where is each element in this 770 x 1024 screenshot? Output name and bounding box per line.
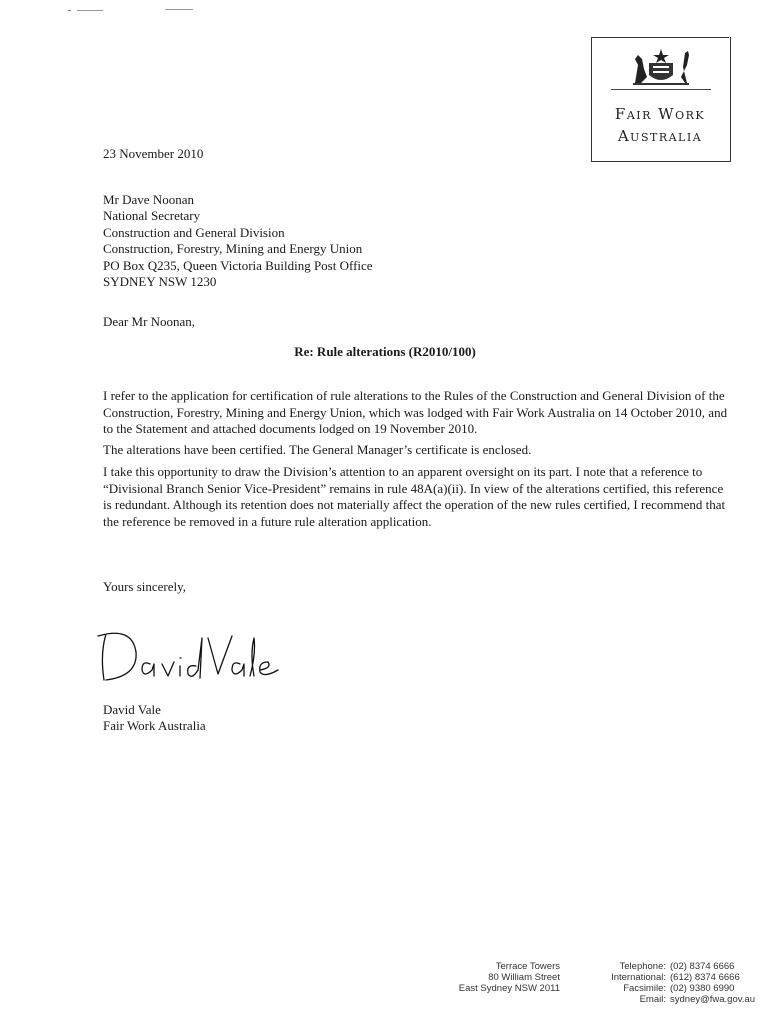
footer-label: Facsimile: [623, 983, 666, 994]
footer-contact-labels [568, 961, 666, 1005]
scan-speck [165, 9, 193, 10]
footer-contact-values [670, 961, 755, 1005]
footer-international: (612) 8374 6666 [670, 972, 740, 983]
org-name-line-2: Australia [617, 127, 703, 145]
handwritten-signature [92, 624, 292, 688]
address-line: Construction, Forestry, Mining and Energy Union [103, 241, 363, 257]
footer-address-line: East Sydney NSW 2011 [458, 983, 560, 994]
footer-address-line: 80 William Street [488, 972, 560, 983]
footer-label: International: [611, 972, 666, 983]
recipient-address [103, 192, 373, 290]
footer-facsimile: (02) 9380 6990 [670, 983, 735, 994]
letterhead-logo-box [591, 37, 729, 161]
body-paragraph-2: The alterations have been certified. The General Manager’s certificate is enclosed. [103, 442, 532, 457]
signatory-org: Fair Work Australia [103, 718, 206, 733]
scan-speck [77, 10, 103, 11]
coat-of-arms-emblem [629, 43, 693, 87]
org-name-line-1: Fair Work [614, 105, 706, 123]
closing: Yours sincerely, [103, 579, 187, 594]
address-line: Construction and General Division [103, 224, 285, 240]
address-line: National Secretary [103, 208, 201, 224]
subject-line: Re: Rule alterations (R2010/100) [294, 344, 476, 359]
footer-label: Email: [639, 994, 666, 1005]
footer-email-link[interactable]: sydney@fwa.gov.au [670, 994, 755, 1005]
body-paragraph-1: I refer to the application for certification of rule alterations to the Rules of the Construction and General Division of the Construction, Forestry, Mining and Energy Union, which was lodged with Fair Work Australia on 14 October 2010, and to the Statement and attached documents lodged on 19 November 2010. [103, 388, 728, 436]
signatory-name: David Vale [103, 702, 161, 717]
footer-address [440, 961, 560, 994]
footer-phone: (02) 8374 6666 [670, 961, 735, 972]
address-line: Mr Dave Noonan [103, 192, 194, 207]
address-line: PO Box Q235, Queen Victoria Building Post Office [103, 257, 373, 273]
address-line: SYDNEY NSW 1230 [103, 274, 217, 290]
salutation: Dear Mr Noonan, [103, 314, 196, 329]
scan-speck [68, 10, 71, 11]
body-paragraph-3: I take this opportunity to draw the Division’s attention to an apparent oversight on its part. I note that a reference to “Divisional Branch Senior Vice-President” remains in rule 48A(a)(ii). In view of the alterations certified, this reference is redundant. Although its retention does not materially affect the operation of the new rules certified, I recommend that the reference be removed in a future rule alteration application. [103, 464, 726, 529]
letter-date: 23 November 2010 [103, 146, 204, 161]
footer-label: Telephone: [619, 961, 666, 972]
footer-address-line: Terrace Towers [495, 961, 560, 972]
